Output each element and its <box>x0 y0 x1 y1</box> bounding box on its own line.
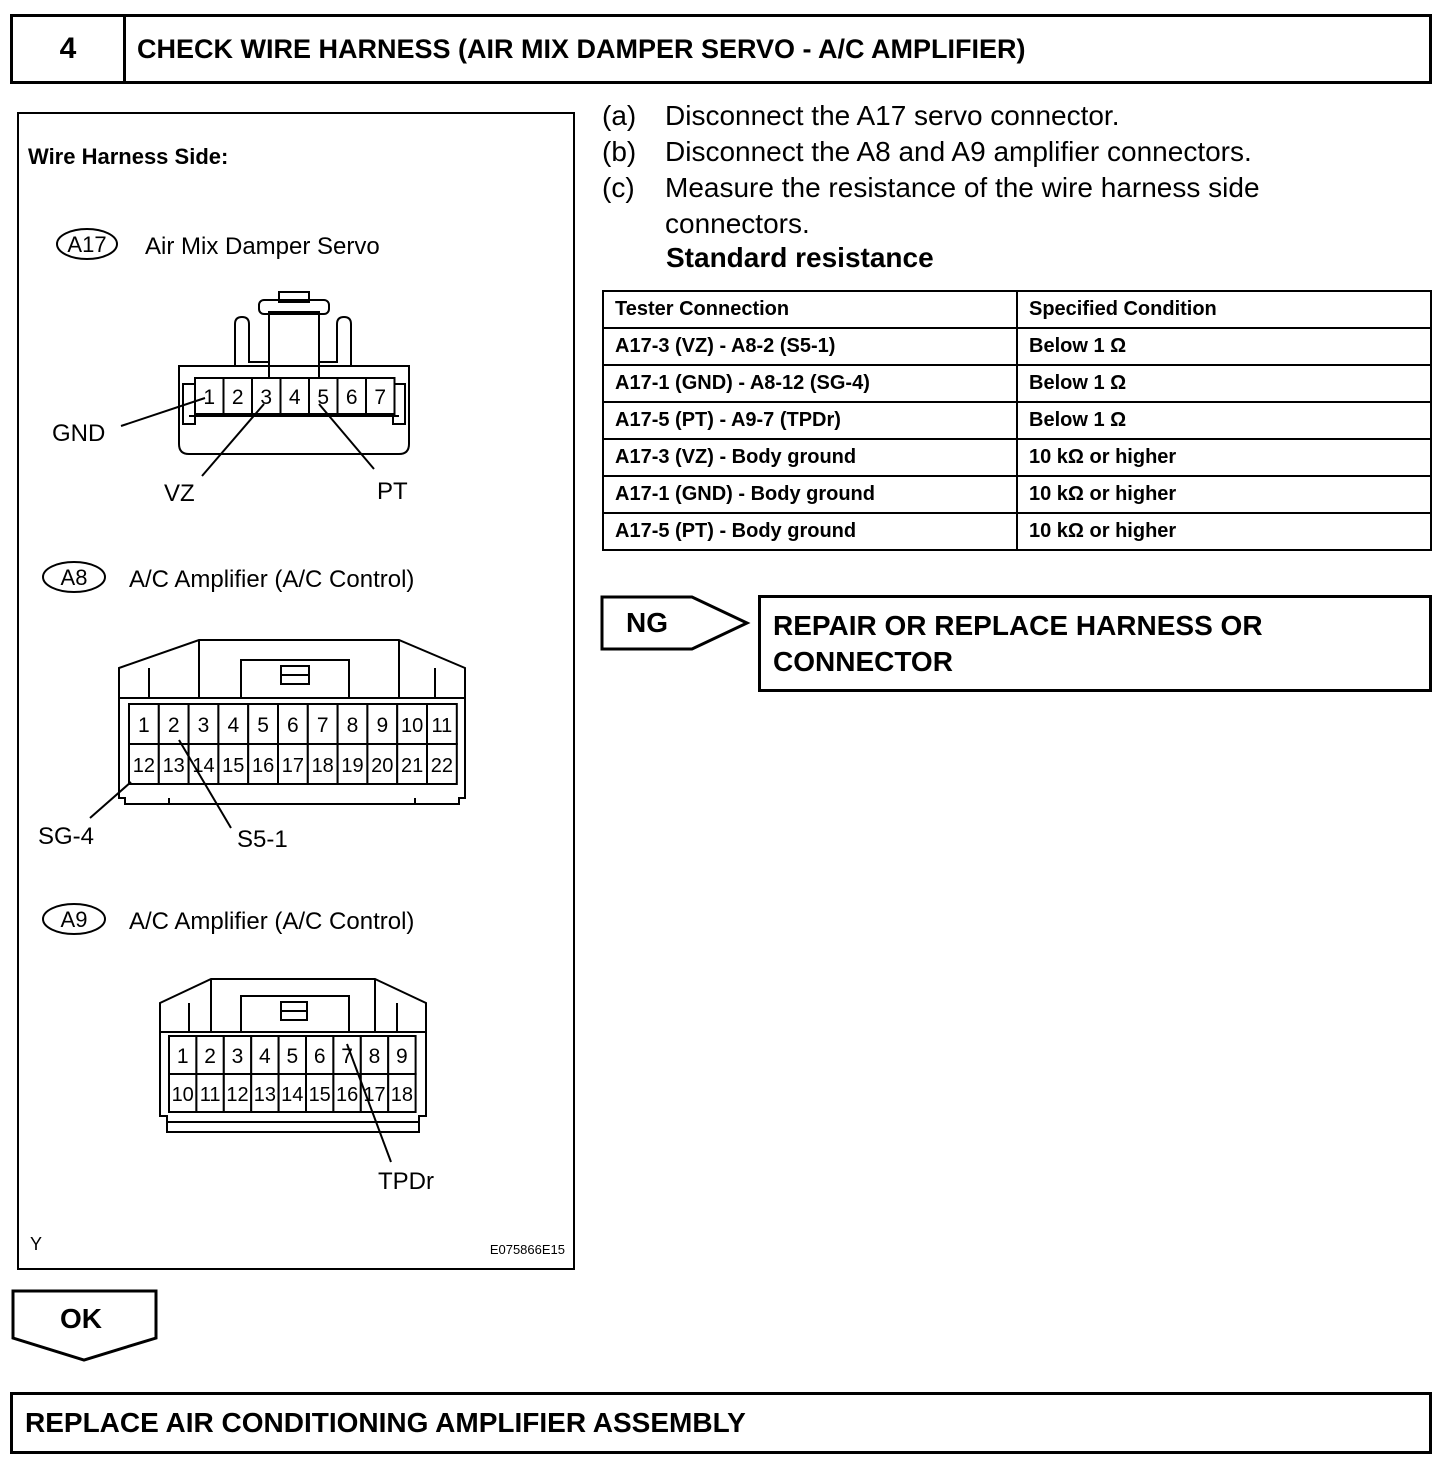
table-cell: 10 kΩ or higher <box>1017 439 1431 476</box>
ok-label: OK <box>60 1303 102 1334</box>
a8-top-pin-number: 9 <box>376 714 389 737</box>
a17-connector-shape <box>179 292 409 454</box>
a9-name: A/C Amplifier (A/C Control) <box>129 908 415 935</box>
table-row <box>603 402 1431 439</box>
a8-bottom-pin-number: 19 <box>341 755 364 777</box>
table-row <box>603 328 1431 365</box>
instruction-c-continued-text: connectors. <box>665 208 810 239</box>
a9-top-pin-number: 6 <box>313 1045 326 1068</box>
gnd-label: GND <box>52 420 106 447</box>
a8-pin-cells <box>129 704 457 784</box>
instruction-c-continued <box>602 206 1422 242</box>
a17-pin-number: 4 <box>288 386 301 409</box>
a17-pin-number: 1 <box>203 386 216 409</box>
a17-pin-number: 6 <box>345 386 358 409</box>
ng-result-box <box>758 595 1432 692</box>
a9-bottom-pin-number: 15 <box>308 1084 331 1106</box>
instruction-b-text: Disconnect the A8 and A9 amplifier connectors. <box>665 136 1252 167</box>
a8-top-pin-number: 11 <box>431 715 453 737</box>
step-header <box>10 14 1432 84</box>
table-cell: A17-1 (GND) - A8-12 (SG-4) <box>603 365 1017 402</box>
ng-result-line1: REPAIR OR REPLACE HARNESS OR <box>773 610 1263 641</box>
a8-code: A8 <box>60 565 88 590</box>
table-cell: A17-1 (GND) - Body ground <box>603 476 1017 513</box>
table-cell: Below 1 Ω <box>1017 365 1431 402</box>
a8-bottom-pin-number: 20 <box>371 755 394 777</box>
vz-label: VZ <box>164 480 195 507</box>
a8-name: A/C Amplifier (A/C Control) <box>129 566 415 593</box>
a9-top-pin-number: 1 <box>176 1045 189 1068</box>
standard-resistance-label: Standard resistance <box>666 242 934 273</box>
table-cell: 10 kΩ or higher <box>1017 476 1431 513</box>
a8-top-pin-number: 7 <box>316 714 329 737</box>
a8-bottom-pin-number: 21 <box>400 755 424 777</box>
table-row <box>603 476 1431 513</box>
table-row <box>603 513 1431 550</box>
a9-bottom-pin-number: 11 <box>199 1084 221 1106</box>
a9-top-pin-number: 4 <box>259 1045 271 1068</box>
figure-id: E075866E15 <box>489 1242 565 1257</box>
resistance-spec-table <box>602 290 1432 551</box>
sg4-label: SG-4 <box>38 823 95 850</box>
ng-result-line2: CONNECTOR <box>773 646 953 677</box>
table-header-row <box>603 291 1431 328</box>
pt-label: PT <box>377 478 408 505</box>
a8-bottom-pin-number: 14 <box>192 755 215 777</box>
instruction-a <box>602 98 1422 134</box>
a17-name: Air Mix Damper Servo <box>145 233 380 260</box>
instruction-c-label: (c) <box>602 172 635 203</box>
table-cell: A17-3 (VZ) - A8-2 (S5-1) <box>603 328 1017 365</box>
instruction-b <box>602 134 1422 170</box>
table-cell: 10 kΩ or higher <box>1017 513 1431 550</box>
a8-bottom-pin-number: 17 <box>281 755 305 777</box>
final-step-box <box>10 1392 1432 1454</box>
a9-top-pin-number: 2 <box>204 1045 216 1068</box>
a9-top-pin-number: 9 <box>396 1045 408 1068</box>
a8-bottom-pin-number: 22 <box>430 755 454 777</box>
a9-bottom-pin-number: 12 <box>226 1084 249 1106</box>
a8-top-pin-number: 4 <box>227 714 240 737</box>
corner-letter: Y <box>30 1234 43 1254</box>
a9-bottom-pin-number: 14 <box>281 1084 304 1106</box>
final-step-text: REPLACE AIR CONDITIONING AMPLIFIER ASSEMBLY <box>25 1407 746 1438</box>
a8-top-pin-number: 5 <box>257 714 269 737</box>
ng-branch-arrow <box>600 594 752 652</box>
instruction-a-text: Disconnect the A17 servo connector. <box>665 100 1120 131</box>
a8-top-pin-number: 6 <box>287 714 299 737</box>
a9-top-pin-number: 7 <box>341 1045 353 1068</box>
a9-bottom-pin-number: 18 <box>390 1084 414 1106</box>
ok-branch-arrow <box>10 1288 160 1364</box>
a8-top-pin-number: 8 <box>346 714 359 737</box>
a9-pin-cells <box>169 1036 416 1112</box>
table-cell: Below 1 Ω <box>1017 402 1431 439</box>
ng-label: NG <box>626 607 668 638</box>
a8-top-pin-number: 10 <box>400 715 424 737</box>
connector-diagram <box>19 114 573 1268</box>
a17-pin-cells <box>195 378 395 414</box>
wire-harness-side-heading: Wire Harness Side: <box>28 144 229 169</box>
a8-top-pin-number: 1 <box>138 714 150 737</box>
table-cell: A17-5 (PT) - A9-7 (TPDr) <box>603 402 1017 439</box>
a9-top-pin-number: 5 <box>286 1045 299 1068</box>
a17-code: A17 <box>67 232 107 257</box>
a17-pin-number: 3 <box>260 386 273 409</box>
a8-bottom-pin-number: 13 <box>162 755 185 777</box>
table-header-cell: Specified Condition <box>1017 291 1431 328</box>
a9-bottom-pin-number: 10 <box>171 1084 194 1106</box>
table-header-cell: Tester Connection <box>603 291 1017 328</box>
a8-top-pin-number: 3 <box>197 714 210 737</box>
a9-bottom-pin-number: 17 <box>363 1084 386 1106</box>
instruction-b-label: (b) <box>602 136 637 167</box>
a17-pin-number: 7 <box>374 386 387 409</box>
step-number: 4 <box>13 17 126 81</box>
a8-bottom-pin-number: 18 <box>311 755 334 777</box>
table-cell: A17-3 (VZ) - Body ground <box>603 439 1017 476</box>
s51-label: S5-1 <box>237 826 288 853</box>
tpdr-label: TPDr <box>378 1168 434 1195</box>
step-title: CHECK WIRE HARNESS (AIR MIX DAMPER SERVO - A/C AMPLIFIER) <box>137 34 1026 64</box>
a9-code: A9 <box>60 907 88 932</box>
instruction-c <box>602 170 1422 206</box>
a9-bottom-pin-number: 16 <box>335 1084 359 1106</box>
a8-top-pin-number: 2 <box>167 714 180 737</box>
a9-bottom-pin-number: 13 <box>253 1084 277 1106</box>
connector-diagram-panel <box>17 112 575 1270</box>
ng-result-text <box>773 608 1263 680</box>
instruction-c-text: Measure the resistance of the wire harness side <box>665 172 1260 203</box>
a9-top-pin-number: 8 <box>368 1045 381 1068</box>
a8-bottom-pin-number: 12 <box>132 755 156 777</box>
table-row <box>603 365 1431 402</box>
table-row <box>603 439 1431 476</box>
a8-bottom-pin-number: 16 <box>251 755 275 777</box>
table-cell: Below 1 Ω <box>1017 328 1431 365</box>
table-cell: A17-5 (PT) - Body ground <box>603 513 1017 550</box>
instruction-a-label: (a) <box>602 100 637 131</box>
a9-top-pin-number: 3 <box>231 1045 244 1068</box>
a8-bottom-pin-number: 15 <box>222 755 245 777</box>
a17-pin-number: 5 <box>317 386 330 409</box>
a17-pin-number: 2 <box>231 386 244 409</box>
